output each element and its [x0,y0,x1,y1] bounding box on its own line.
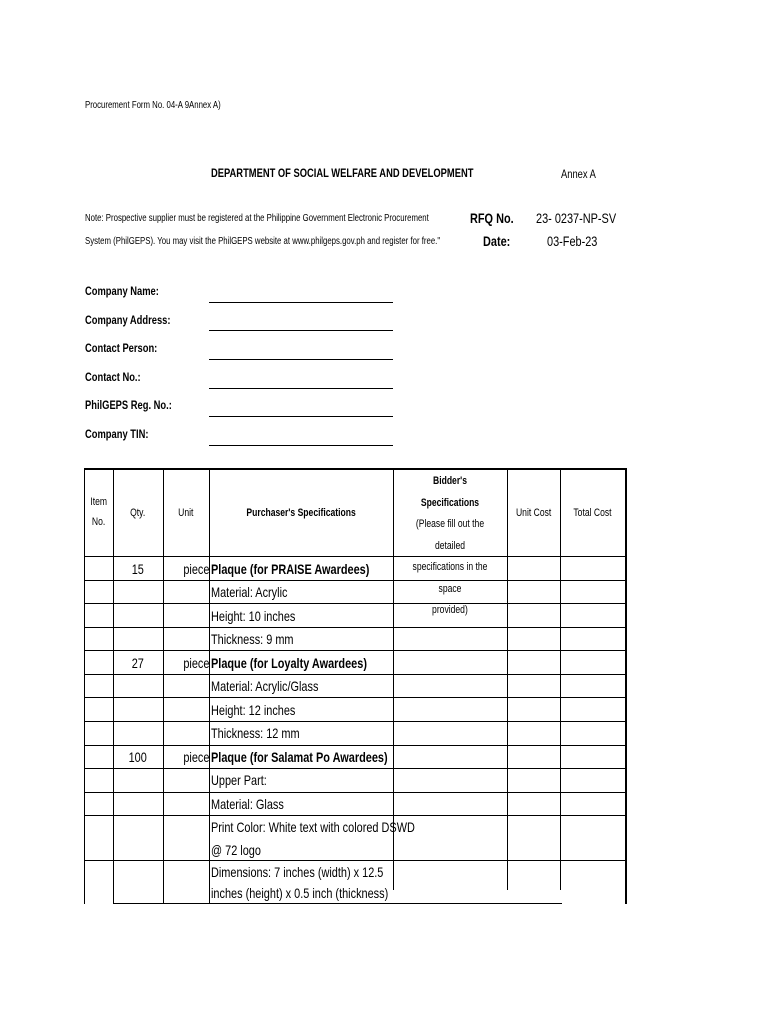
company-address-label: Company Address: [85,313,171,327]
row-line [84,650,627,651]
company-tin-label: Company TIN: [85,427,149,441]
row4-spec: Thickness: 9 mm [211,631,294,647]
items-table [84,468,627,904]
company-tin-field[interactable] [209,445,393,446]
row-line [84,792,627,793]
row12-spec: Print Color: White text with colored DSWD [211,819,415,835]
philgeps-field[interactable] [209,416,393,417]
row10-spec: Upper Part: [211,772,267,788]
col-line [625,468,627,904]
row5-qty: 27 [131,655,145,671]
col-line [163,468,164,904]
row13-spec: Dimensions: 7 inches (width) x 12.5 [211,864,384,880]
company-address-field[interactable] [209,330,393,331]
row12-spec-cont: @ 72 logo [211,842,261,858]
header-bidder-specs: Bidder's Specifications (Please fill out the detailed specifications in the space provided) [412,475,488,616]
row9-qty: 100 [128,749,148,765]
row-line [84,603,627,604]
row-line [84,697,627,698]
row5-unit: piece [182,655,209,671]
philgeps-label: PhilGEPS Reg. No.: [85,398,172,412]
row13-spec-cont: inches (height) x 0.5 inch (thickness) [211,885,389,901]
row9-spec: Plaque (for Salamat Po Awardees) [211,749,388,765]
note-line-2: System (PhilGEPS). You may visit the PhilGEPS website at www.philgeps.gov.ph and register for free." [85,236,441,247]
row-line [84,768,627,769]
header-item-no: Item No. [90,496,107,528]
header-bottom-border [84,556,627,557]
col-line [84,468,85,904]
header-purchaser-specs: Purchaser's Specifications [246,507,356,519]
row6-spec: Material: Acrylic/Glass [211,678,319,694]
table-top-border [84,468,627,470]
header-qty: Qty. [130,507,146,519]
row1-qty: 15 [131,561,145,577]
header-unit: Unit [178,507,194,519]
row3-spec: Height: 10 inches [211,608,296,624]
company-name-field[interactable] [209,302,393,303]
row1-spec: Plaque (for PRAISE Awardees) [211,561,370,577]
row9-unit: piece [182,749,209,765]
row11-spec: Material: Glass [211,796,284,812]
col-line [507,468,508,890]
contact-person-label: Contact Person: [85,341,158,355]
col-line [209,468,210,904]
header-total-cost: Total Cost [573,507,612,519]
row-line [84,674,627,675]
rfq-label: RFQ No. [470,210,514,226]
row-line [84,580,627,581]
row2-spec: Material: Acrylic [211,584,288,600]
col-line [560,468,561,890]
row5-spec: Plaque (for Loyalty Awardees) [211,655,367,671]
note-line-1: Note: Prospective supplier must be registered at the Philippine Government Electronic Procurement [85,213,429,224]
department-title: DEPARTMENT OF SOCIAL WELFARE AND DEVELOPMENT [211,166,474,180]
col-line [113,468,114,904]
date-value: 03-Feb-23 [547,233,598,249]
date-label: Date: [483,233,511,249]
row8-spec: Thickness: 12 mm [211,725,300,741]
row1-unit: piece [182,561,209,577]
annex-label: Annex A [561,167,596,181]
header-unit-cost: Unit Cost [515,507,552,519]
company-name-label: Company Name: [85,284,159,298]
row-line [84,721,627,722]
row7-spec: Height: 12 inches [211,702,296,718]
contact-person-field[interactable] [209,359,393,360]
contact-no-label: Contact No.: [85,370,141,384]
rfq-value: 23- 0237-NP-SV [536,210,617,226]
row-line [84,627,627,628]
contact-no-field[interactable] [209,388,393,389]
form-number: Procurement Form No. 04-A 9Annex A) [85,100,221,111]
